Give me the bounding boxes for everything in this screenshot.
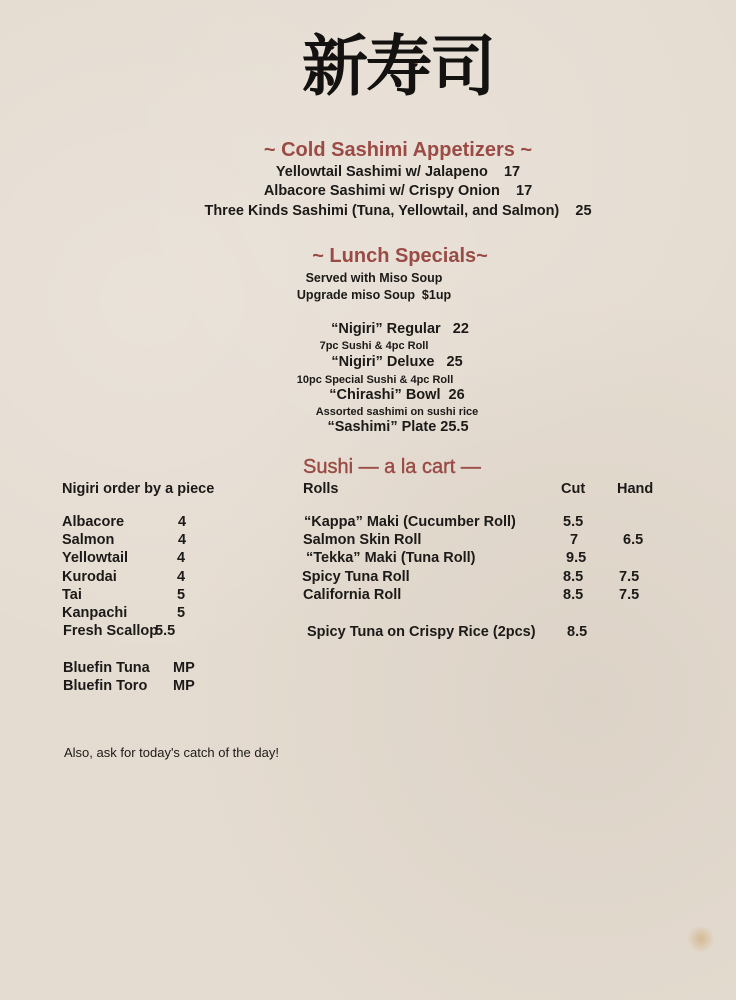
nigiri-price: 4 xyxy=(177,569,186,585)
nigiri-name: Bluefin Tuna xyxy=(63,660,150,676)
item-name: Yellowtail Sashimi w/ Jalapeno xyxy=(275,164,488,180)
nigiri-name: Fresh Scallop xyxy=(63,623,159,639)
roll-hand-price: 7.5 xyxy=(619,587,640,603)
sushi-heading: Sushi — a la cart — xyxy=(303,456,481,478)
item-description: 7pc Sushi & 4pc Roll xyxy=(319,340,429,352)
menu-item xyxy=(98,182,698,200)
menu-item xyxy=(98,163,698,181)
roll-cut-price: 5.5 xyxy=(563,514,584,530)
hand-header: Hand xyxy=(617,481,654,497)
item-price: 25 xyxy=(575,203,592,219)
roll-name: “Tekka” Maki (Tuna Roll) xyxy=(306,550,476,566)
rolls-header: Rolls xyxy=(303,481,339,497)
item-price: 26 xyxy=(448,387,465,403)
item-price: 25.5 xyxy=(440,419,469,435)
nigiri-name: Kanpachi xyxy=(62,605,128,621)
item-name: “Nigiri” Deluxe xyxy=(331,354,435,370)
menu-item xyxy=(98,202,698,220)
paper-stain xyxy=(686,926,716,952)
nigiri-name: Salmon xyxy=(62,532,115,548)
item-price: 17 xyxy=(503,164,521,180)
nigiri-price: 5.5 xyxy=(155,623,176,639)
menu-item xyxy=(97,353,697,371)
nigiri-price: MP xyxy=(173,678,195,694)
item-price: 25 xyxy=(446,354,463,370)
menu-item xyxy=(97,386,697,404)
nigiri-header: Nigiri order by a piece xyxy=(62,481,215,497)
nigiri-price: 4 xyxy=(178,532,187,548)
menu-item xyxy=(98,418,698,436)
nigiri-name: Kurodai xyxy=(62,569,117,585)
item-name: Albacore Sashimi w/ Crispy Onion xyxy=(263,183,500,199)
roll-hand-price: 6.5 xyxy=(623,532,644,548)
item-description: Assorted sashimi on sushi rice xyxy=(315,406,479,418)
lunch-note: Upgrade miso Soup $1up xyxy=(296,288,452,302)
item-name: “Sashimi” Plate xyxy=(327,419,437,435)
nigiri-name: Albacore xyxy=(62,514,125,530)
catch-of-the-day-note: Also, ask for today's catch of the day! xyxy=(64,745,279,760)
nigiri-price: 5 xyxy=(177,605,186,621)
roll-cut-price: 7 xyxy=(570,532,579,548)
lunch-note: Served with Miso Soup xyxy=(305,271,443,285)
item-description: 10pc Special Sushi & 4pc Roll xyxy=(296,374,454,386)
menu-item xyxy=(100,320,700,338)
cut-header: Cut xyxy=(561,481,586,497)
item-price: 17 xyxy=(516,183,533,199)
roll-name: California Roll xyxy=(303,587,402,603)
roll-cut-price: 9.5 xyxy=(566,550,587,566)
roll-name: Spicy Tuna Roll xyxy=(302,569,410,585)
nigiri-price: 5 xyxy=(177,587,186,603)
item-name: Three Kinds Sashimi (Tuna, Yellowtail, and Salmon) xyxy=(204,203,560,219)
roll-name: Spicy Tuna on Crispy Rice (2pcs) xyxy=(307,624,536,640)
nigiri-name: Bluefin Toro xyxy=(63,678,148,694)
nigiri-price: MP xyxy=(173,660,195,676)
roll-hand-price: 7.5 xyxy=(619,569,640,585)
roll-cut-price: 8.5 xyxy=(567,624,588,640)
cold-sashimi-heading: ~ Cold Sashimi Appetizers ~ xyxy=(263,139,533,161)
item-name: “Nigiri” Regular xyxy=(331,321,441,337)
item-price: 22 xyxy=(452,321,469,337)
item-name: “Chirashi” Bowl xyxy=(329,387,441,403)
nigiri-price: 4 xyxy=(178,514,187,530)
roll-cut-price: 8.5 xyxy=(563,587,584,603)
roll-cut-price: 8.5 xyxy=(563,569,584,585)
roll-name: Salmon Skin Roll xyxy=(303,532,422,548)
nigiri-name: Tai xyxy=(62,587,82,603)
nigiri-price: 4 xyxy=(177,550,186,566)
roll-name: “Kappa” Maki (Cucumber Roll) xyxy=(304,514,516,530)
lunch-specials-heading: ~ Lunch Specials~ xyxy=(312,245,488,267)
restaurant-logo-title: 新寿司 xyxy=(302,27,494,105)
nigiri-name: Yellowtail xyxy=(62,550,129,566)
